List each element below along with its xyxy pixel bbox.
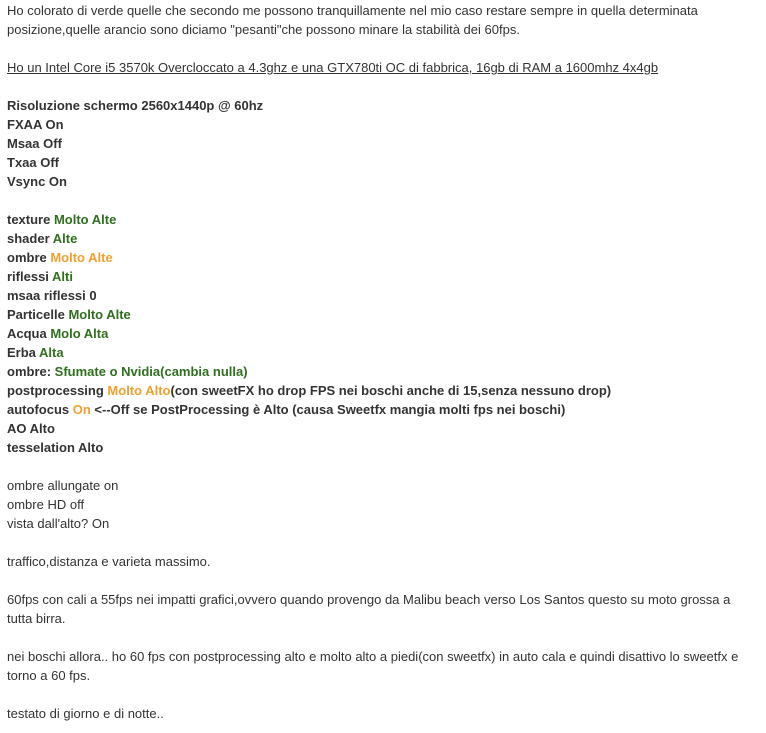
setting-value: Molo Alta bbox=[50, 326, 109, 341]
display-resolution: Risoluzione schermo 2560x1440p @ 60hz bbox=[7, 98, 264, 113]
setting-erba: Erba Alta bbox=[7, 345, 64, 360]
extra-vista: vista dall'alto? On bbox=[7, 516, 110, 531]
setting-value: Molto Alte bbox=[53, 212, 117, 227]
setting-ombre-tipo: ombre: Sfumate o Nvidia(cambia nulla) bbox=[7, 364, 248, 379]
setting-ombre: ombre Molto Alte bbox=[7, 250, 113, 265]
setting-value: Alta bbox=[39, 345, 64, 360]
setting-texture: texture Molto Alte bbox=[7, 212, 117, 227]
setting-postprocessing: postprocessing Molto Alto(con sweetFX ho drop FPS nei boschi anche di 15,senza nessuno drop) bbox=[7, 383, 612, 398]
setting-note: (con sweetFX ho drop FPS nei boschi anche di 15,senza nessuno drop) bbox=[170, 383, 612, 398]
setting-note: <--Off se PostProcessing è Alto (causa Sweetfx mangia molti fps nei boschi) bbox=[90, 402, 566, 417]
setting-msaa-riflessi: msaa riflessi 0 bbox=[7, 288, 97, 303]
setting-value: Molto Alte bbox=[68, 307, 131, 322]
setting-ao: AO Alto bbox=[7, 421, 55, 436]
tested-text: testato di giorno e di notte.. bbox=[7, 706, 164, 721]
performance-text-2: nei boschi allora.. ho 60 fps con postprocessing alto e molto alto a piedi(con sweetfx) in auto cala e quindi disattivo lo sweetfx e torno a 60 fps. bbox=[7, 649, 739, 683]
intro-text bbox=[7, 1, 758, 39]
display-vsync: Vsync On bbox=[7, 174, 67, 189]
extra-ombre-allungate: ombre allungate on bbox=[7, 478, 119, 493]
extra-ombre-hd: ombre HD off bbox=[7, 497, 85, 512]
intro-line-2: posizione,quelle arancio sono diciamo "pesanti"che possono minare la stabilità dei 60fps. bbox=[7, 22, 520, 37]
performance-text-1: 60fps con cali a 55fps nei impatti grafici,ovvero quando provengo da Malibu beach verso Los Santos questo su moto grossa a tutta birra. bbox=[7, 592, 731, 626]
display-msaa: Msaa Off bbox=[7, 136, 62, 151]
setting-shader: shader Alte bbox=[7, 231, 78, 246]
intro-line-1: Ho colorato di verde quelle che secondo me possono tranquillamente nel mio caso restare sempre in quella determinata bbox=[7, 3, 698, 18]
hardware-specs: Ho un Intel Core i5 3570k Overcloccato a 4.3ghz e una GTX780ti OC di fabbrica, 16gb di RAM a 1600mhz 4x4gb bbox=[7, 60, 659, 75]
setting-riflessi: riflessi Alti bbox=[7, 269, 73, 284]
display-txaa: Txaa Off bbox=[7, 155, 60, 170]
setting-value: On bbox=[72, 402, 91, 417]
display-settings bbox=[7, 96, 758, 191]
display-fxaa: FXAA On bbox=[7, 117, 64, 132]
extra-settings bbox=[7, 476, 758, 533]
setting-acqua: Acqua Molo Alta bbox=[7, 326, 109, 341]
setting-tesselation: tesselation Alto bbox=[7, 440, 104, 455]
graphics-settings bbox=[7, 210, 758, 457]
setting-value: Alte bbox=[52, 231, 78, 246]
setting-value: Sfumate o Nvidia(cambia nulla) bbox=[54, 364, 248, 379]
setting-value: Molto Alto bbox=[107, 383, 171, 398]
setting-value: Alti bbox=[52, 269, 73, 284]
setting-particelle: Particelle Molto Alte bbox=[7, 307, 131, 322]
traffic-text: traffico,distanza e varieta massimo. bbox=[7, 554, 211, 569]
setting-value: Molto Alte bbox=[50, 250, 113, 265]
setting-autofocus: autofocus On <--Off se PostProcessing è Alto (causa Sweetfx mangia molti fps nei boschi) bbox=[7, 402, 566, 417]
